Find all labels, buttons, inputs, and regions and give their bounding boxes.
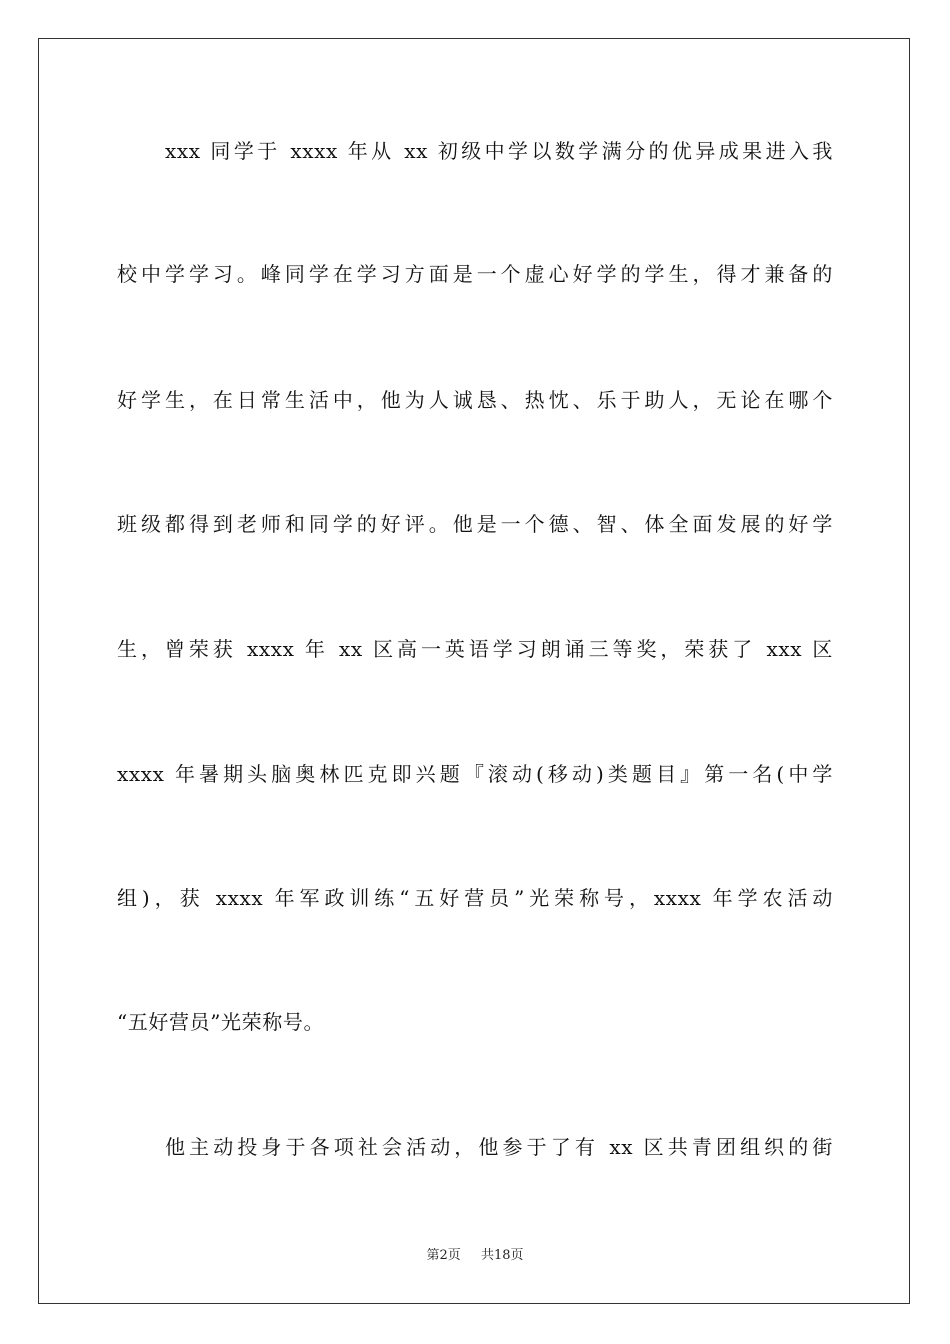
paragraph-1-line-7: 组)，获 xxxx 年军政训练“五好营员”光荣称号，xxxx 年学农活动 <box>117 886 833 910</box>
total-pages: 共18页 <box>480 1248 524 1263</box>
paragraph-1-line-1: xxx 同学于 xxxx 年从 xx 初级中学以数学满分的优异成果进入我 <box>165 139 833 163</box>
paragraph-1-line-2: 校中学学习。峰同学在学习方面是一个虚心好学的学生，得才兼备的 <box>117 262 833 286</box>
paragraph-1-line-6: xxxx 年暑期头脑奥林匹克即兴题『滚动(移动)类题目』第一名(中学 <box>117 762 833 786</box>
paragraph-1-line-4: 班级都得到老师和同学的好评。他是一个德、智、体全面发展的好学 <box>117 512 833 536</box>
page-border <box>38 38 910 1304</box>
paragraph-1-line-3: 好学生，在日常生活中，他为人诚恳、热忱、乐于助人，无论在哪个 <box>117 388 833 412</box>
paragraph-1-line-8: “五好营员”光荣称号。 <box>117 1010 325 1034</box>
page-footer <box>0 1244 950 1263</box>
paragraph-1-line-5: 生，曾荣获 xxxx 年 xx 区高一英语学习朗诵三等奖，荣获了 xxx 区 <box>117 637 833 661</box>
page-number: 第2页 <box>426 1248 461 1263</box>
paragraph-2-line-1: 他主动投身于各项社会活动，他参于了有 xx 区共青团组织的街 <box>165 1135 833 1159</box>
